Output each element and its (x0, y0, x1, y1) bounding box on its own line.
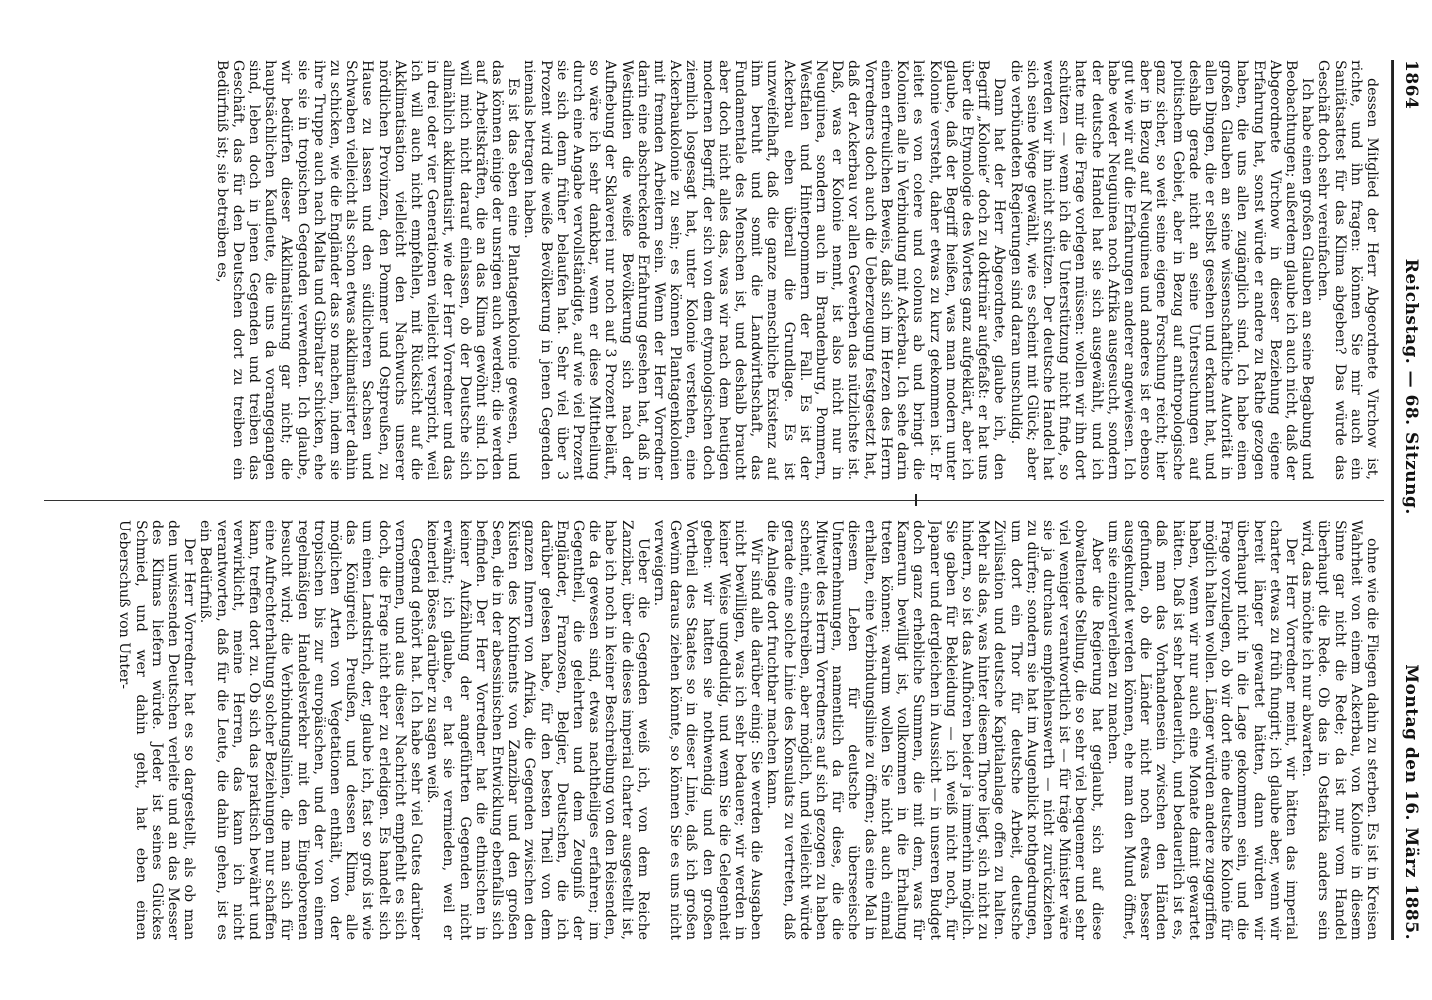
paragraph: Ueber die Gegenden weiß ich, von dem Reiche Zanzibar, über die dieses imperial charter ausgestellt ist, habe ich noch in keiner Beschreibung von den Reisenden, die da gewesen sind, etwas nachtheiliges erfahren; im Gegentheil, die gelehrten und dem Zeugniß der Engländer, Franzosen, Belgier, Deutschen, die ich darüber gelesen habe, für den besten Theil von dem ganzen Innern von Afrika, die Gegenden zwischen den Küsten des Kontinents von Zanzibar und den großen Seen, die in der abessinischen Entwicklung ebenfalls sich befinden. Der Herr Vorredner hat die ethnischen in keiner Aufzählung der angeführten Gegenden nicht erwähnt; ich glaube, er hat sie vermieden, weil er keinerlei Böses darüber zu sagen weiß. (424, 520, 651, 940)
paragraph: dessen Mitglied der Herr Abgeordnete Virchow ist, richte, und ihn fragen: können Sie mir auch ein Sanitätsattest für das Klima abgeben? Das würde das Geschäft doch sehr vereinfachen. (1315, 60, 1380, 480)
paragraph: Der Herr Vorredner hat es so dargestellt, als ob man den unwissenden Deutschen verleite und an das Messer des Klimas liefern würde. Jeder ist seines Glückes Schmied, und wer dahin geht, hat eben einen Ueberschuß von Unter- (116, 520, 198, 940)
right-column (50, 520, 1380, 940)
paragraph: Gegend gehört hat. Ich habe sehr viel Gutes darüber vernommen, und aus dieser Nachricht empfiehlt es sich doch, die Frage nicht eher zu erledigen. Es handelt sich um einen Landstrich, der, glaube ich, fast so groß ist wie das Königreich Preußen, und dessen Klima, alle möglichen Arten von Vegetationen enthält, von der tropischen bis zur europäischen, und der von einem regelmäßigen Handelsverkehr mit den Eingeborenen besucht wird; die Verbindungslinien, die man sich für eine Aufrechterhaltung solcher Beziehungen nur schaffen kann, treffen dort zu. Ob sich das praktisch bewährt und verwirklicht, meine Herren, das kann ich nicht verantworten, daß für die Leute, die dahin gehen, ist es ein Bedürfniß. (197, 520, 425, 940)
paragraph: Aber die Regierung hat geglaubt, sich auf diese obwaltende Stellung, die so sehr viel bequemer und sehr viel weniger verantwortlich ist — für träge Minister wäre sie ja durchaus empfehlenswerth — nicht zurückziehen zu dürfen; sondern sie hat im Augenblick nothgedrungen, um dort ein Thor für deutsche Arbeit, deutsche Zivilisation und deutsche Kapitalanlage offen zu halten. Mehr als das, was hinter diesem Thore liegt, sich nicht zu hindern, so ist das Aufhören beider ja immerhin möglich. Sie gaben für Bekleidung — ich weiß nicht noch, für Japaner und dergleichen in Aussicht — in unseren Budget doch ganz erhebliche Summen, die mit dem, was für Kamerun bewilligt ist, vollkommen in die Erhaltung treten können: warum wollen Sie nicht auch einmal erhalten, eine Verbindungslinie zu öffnen; das eine Mal in diesem Leben für deutsche überseeische Unternehmungen, namentlich da für diese, die die Mitwelt des Herrn Vorredners auf sich gezogen zu haben scheint, einschreiben, aber möglich, und vielleicht würde gerade eine solche Linie des Konsulats zu vertreten, daß die Anlage dort fruchtbar machen kann. (764, 520, 1105, 940)
paragraph: Der Herr Vorredner meint, wir hätten das imperial charter etwas zu früh fungirt; ich glaube aber, wenn wir bereit länger gewartet hätten, dann würden wir überhaupt nicht in die Lage gekommen sein, und die Frage vorzulegen, ob wir dort eine deutsche Kolonie für möglich halten wollen. Länger würden andere zugegriffen haben, wenn wir nur auch eine Monate damit gewartet hätten. Daß ist sehr bedauerlich, und bedauerlich ist es, daß man das Vorhandensein zwischen den Händen gefunden, ob die Länder nicht noch etwas besser ausgekundet werden können, ehe man den Mund öffnet, um sie einzuverleiben zu machen. (1104, 520, 1299, 940)
left-column (50, 60, 1380, 480)
page-header (1392, 60, 1428, 940)
paragraph: Ich habe einen großen Glauben an seine Begabung und Beobachtungen; außerdem glaube ich auch nicht, daß der Abgeordnete Virchow in dieser Beziehung eigene Erfahrung hat, sonst würde er andere zu Rathe gezogen haben, die uns allen zugänglich sind. Ich habe einen großen Glauben an seine wissenschaftliche Autorität in allen Dingen, die er selbst gesehen und erkannt hat, und deshalb gerade nicht an seine Untersuchungen auf politischem Gebiet, aber in Bezug auf anthropologische ganz sicher, so weit seine eigene Forschung reicht; hier aber in Bezug auf Neuguinea und anderes ist er ebenso gut wie wir auf die Erfahrungen anderer angewiesen. Ich habe weder Neuguinea noch Afrika ausgesucht, sondern der deutsche Handel hat sie sich ausgewählt, und ich hatte mir die Frage vorlegen müssen: wollen wir ihn dort schützen — wenn ich die Unterstützung nicht finde, so werden wir ihn nicht schützen. Der deutsche Handel hat sich seine Wege gewählt, wie es scheint mit Glück; aber die verbündeten Regierungen sind daran unschuldig. (1007, 60, 1316, 480)
page-number: 1864 (1401, 60, 1421, 110)
column-divider (44, 500, 1384, 501)
paragraph: Es ist das eben eine Plantagenkolonie gewesen, und das können einige der unsrigen auch werden; die werden auf Arbeitskräften, die an das Klima gewöhnt sind. Ich will mich nicht darauf einlassen, ob der Deutsche sich allmählich akklimatisirt, wie der Herr Vorredner und das in drei oder vier Generationen vielleicht verspricht, weil ich will auch nicht empfehlen, mit Rücksicht auf die Akklimatisation vielleicht den Nachwuchs unserer nördlichen Provinzen, den Pommer und Ostpreußen, zu Hause zu lassen und den südlicheren Sachsen und Schwaben vielleicht als schon etwas akklimatisirter dahin zu schicken, wie die Engländer das so machen, indem sie ihre Truppe auch nach Malta und Gibraltar schicken, ehe sie sie in tropischen Gegenden verwenden. Ich glaube, wir bedürfen dieser Akklimatisirung gar nicht; die hauptsächlichen Kaufleute, die uns da vorangegangen sind, leben doch in jenen Gegenden und treiben das Geschäft, das für den Deutschen dort zu treiben ein Bedürfniß ist; sie betreiben es, (213, 60, 522, 480)
header-rule (1391, 60, 1392, 940)
paragraph: Wir sind alle darüber einig: Sie werden die Ausgaben nicht bewilligen, was ich sehr bedauere; wir werden in keiner Weise ungeduldig, und wenn Sie die Gelegenheit geben: wir hatten sie nothwendig und den großen Vortheil des Staates so in dieser Linie, daß ich großen Gewinn daraus ziehen könnte, so können Sie es uns nicht verweigern. (651, 520, 765, 940)
center-mark (915, 494, 917, 506)
paragraph: ohne wie die Fliegen dahin zu sterben. Es ist in Kreisen Wahrheit von einem Ackerbau, von Kolonie in diesem Sinne gar nicht die Rede; da ist nur vom Handel überhaupt die Rede. Ob das in Ostafrika anders sein wird, das möchte ich nur abwarten. (1299, 520, 1380, 940)
session-date: Montag den 16. März 1885. (1401, 664, 1421, 940)
session-title: Reichstag. — 68. Sitzung. (1401, 258, 1421, 515)
paragraph: Dann hat der Herr Abgeordnete, glaube ich, den Begriff „Kolonie“ doch zu doktrinär aufgefaßt: er hat uns über die Etymologie des Wortes ganz aufgeklärt, aber ich glaube, daß der Begriff heißen, was man modern unter Kolonie versteht, daher etwas zu kurz gekommen ist. Er leitet es von colere und colonus ab und bringt die Kolonien alle in Verbindung mit Ackerbau. Ich sehe darin einen erfreulichen Beweis, daß sich im Herzen des Herrn Vorredners doch auch die Ueberzeugung festgesetzt hat, daß der Ackerbau vor allen Gewerben das nützlichste ist. Daß, was er Kolonie nennt, ist also nicht nur in Neuguinea, sondern auch in Brandenburg, Pommern, Westfalen und Hinterpommern der Fall. Es ist der Ackerbau eben überall die Grundlage. Es ist unzweifelhaft, daß die ganze menschliche Existenz auf ihm beruht und somit die Landwirthschaft, das Fundamentale des Menschen ist, und deshalb braucht aber doch nicht alles das, was wir nach dem heutigen modernen Begriff, der sich von dem etymologischen doch ziemlich losgesagt hat, unter Kolonie verstehen, eine Ackerbaukolonie zu sein; es können Plantagenkolonien mit fremden Arbeitern sein. Wenn der Herr Vorredner darin eine abschreckende Erfahrung gesehen hat, daß in Westindien die weiße Bevölkerung sich nach der Aufhebung der Sklaverei nur noch auf 3 Prozent beläuft, so wäre ich sehr dankbar, wenn er diese Mittheilung durch eine Angabe vervollständigte, auf wie viel Prozent sie sich denn früher belaufen hat. Sehr viel über 3 Prozent wird die weiße Bevölkerung in jenen Gegenden niemals betragen haben. (521, 60, 1008, 480)
